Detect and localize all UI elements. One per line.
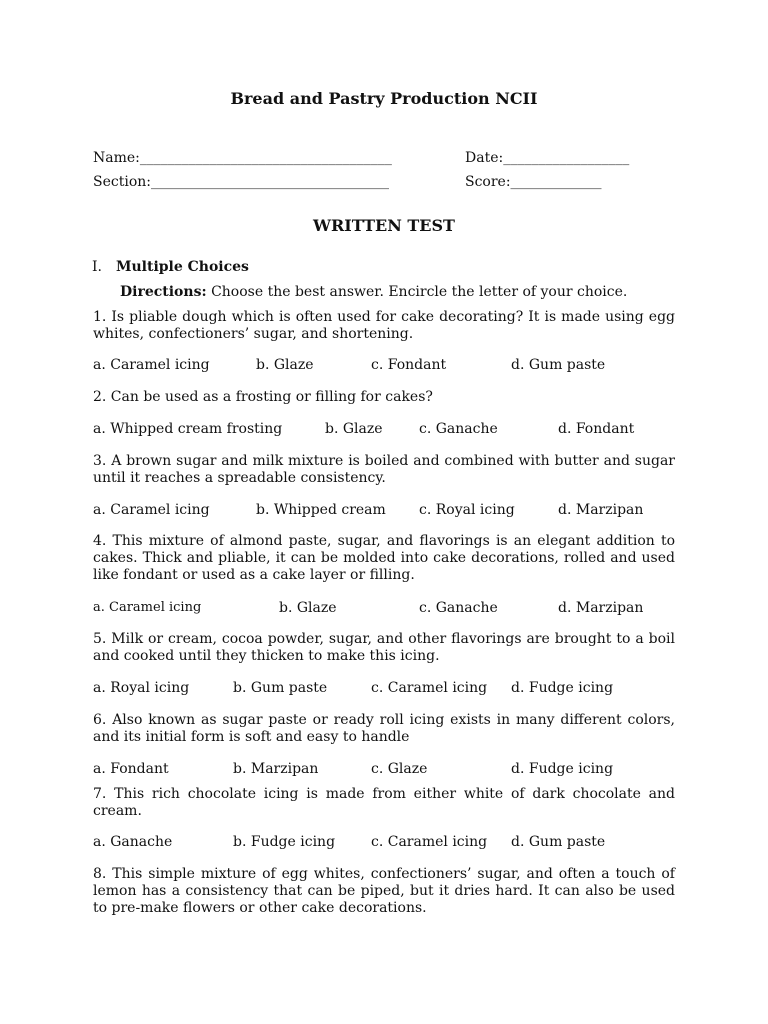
option-2c: c. Ganache <box>419 421 498 437</box>
option-6b: b. Marzipan <box>233 761 319 777</box>
option-6a: a. Fondant <box>93 761 169 777</box>
option-2b: b. Glaze <box>325 421 383 437</box>
option-1d: d. Gum paste <box>511 357 606 373</box>
question-1: 1. Is pliable dough which is often used for cake decorating? It is made using egg whites, confectioners’ sugar, and shortening. <box>93 309 675 342</box>
question-8: 8. This simple mixture of egg whites, confectioners’ sugar, and often a touch of lemon has a consistency that can be piped, but it dries hard. It can also be used to pre-make flowers or other cake decorations. <box>93 866 675 916</box>
option-5c: c. Caramel icing <box>371 680 488 696</box>
section-field: Section:__________________________________ <box>93 174 389 190</box>
score-field: Score:_____________ <box>465 174 602 190</box>
section-heading <box>92 259 249 275</box>
directions <box>120 284 627 300</box>
section-title: Multiple Choices <box>115 259 249 275</box>
directions-text: Choose the best answer. Encircle the letter of your choice. <box>206 284 628 300</box>
option-6d: d. Fudge icing <box>511 761 614 777</box>
option-7c: c. Caramel icing <box>371 834 488 850</box>
test-title: WRITTEN TEST <box>313 216 455 235</box>
option-4a: a. Caramel icing <box>93 600 202 615</box>
document-title: Bread and Pastry Production NCII <box>230 89 538 108</box>
option-3d: d. Marzipan <box>558 502 644 518</box>
option-2a: a. Whipped cream frosting <box>93 421 283 437</box>
option-3c: c. Royal icing <box>419 502 515 518</box>
question-3: 3. A brown sugar and milk mixture is boiled and combined with butter and sugar until it reaches a spreadable consistency. <box>93 453 675 486</box>
option-4d: d. Marzipan <box>558 600 644 616</box>
option-7d: d. Gum paste <box>511 834 606 850</box>
option-5d: d. Fudge icing <box>511 680 614 696</box>
section-number: I. <box>92 259 102 275</box>
option-2d: d. Fondant <box>558 421 635 437</box>
option-7b: b. Fudge icing <box>233 834 336 850</box>
option-3b: b. Whipped cream <box>256 502 386 518</box>
option-3a: a. Caramel icing <box>93 502 210 518</box>
option-1c: c. Fondant <box>371 357 447 373</box>
option-5a: a. Royal icing <box>93 680 190 696</box>
question-5: 5. Milk or cream, cocoa powder, sugar, and other flavorings are brought to a boil and cooked until they thicken to make this icing. <box>93 631 675 664</box>
option-4c: c. Ganache <box>419 600 498 616</box>
question-2: 2. Can be used as a frosting or filling for cakes? <box>93 389 433 405</box>
option-7a: a. Ganache <box>93 834 173 850</box>
name-field: Name:____________________________________ <box>93 150 392 166</box>
directions-label: Directions: <box>120 284 207 300</box>
option-5b: b. Gum paste <box>233 680 328 696</box>
option-4b: b. Glaze <box>279 600 337 616</box>
question-4: 4. This mixture of almond paste, sugar, and flavorings is an elegant addition to cakes. Thick and pliable, it can be molded into cake decorations, rolled and used like fondant or used as a cake layer or filling. <box>93 533 675 583</box>
option-1a: a. Caramel icing <box>93 357 210 373</box>
date-field: Date:__________________ <box>465 150 630 166</box>
option-6c: c. Glaze <box>371 761 428 777</box>
question-7: 7. This rich chocolate icing is made from either white of dark chocolate and cream. <box>93 786 675 819</box>
question-6: 6. Also known as sugar paste or ready roll icing exists in many different colors, and its initial form is soft and easy to handle <box>93 712 675 745</box>
option-1b: b. Glaze <box>256 357 314 373</box>
